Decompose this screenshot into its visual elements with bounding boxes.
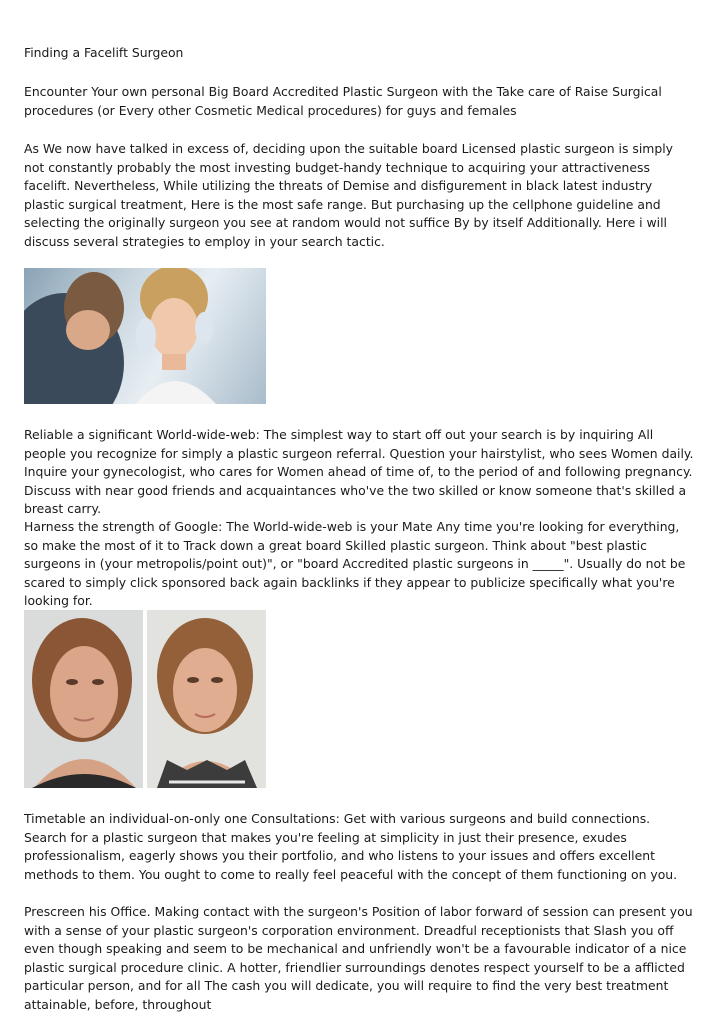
before-photo bbox=[24, 610, 143, 788]
page-title: Finding a Facelift Surgeon bbox=[24, 45, 184, 60]
paragraph-google: Harness the strength of Google: The World-wide-web is your Mate Any time you're looking for everything, so make the most of it to Track down a great board Skilled plastic surgeon. Think about "best plastic surgeons in (your metropolis/point out)", or "board Accredited plastic surgeons in _____". Usually do not be scared to simply click sponsored back again backlinks if they appear to publicize specifically what you're looking for. bbox=[24, 519, 686, 609]
consultation-photo bbox=[24, 268, 266, 404]
paragraph-consultations: Timetable an individual-on-only one Consultations: Get with various surgeons and build connections. Search for a plastic surgeon that makes you're feeling at simplicity in just their presence, exudes professionalism, eagerly shows you their portfolio, and who listens to your issues and offers excellent methods to them. You ought to come to really feel peaceful with the concept of them functioning on you. bbox=[24, 811, 678, 882]
paragraph-office: Prescreen his Office. Making contact with the surgeon's Position of labor forward of session can present you with a sense of your plastic surgeon's corporation environment. Dreadful receptionists that Slash you off even though speaking and seem to be mechanical and unfriendly won't be a favourable indicator of a nice plastic surgical procedure clinic. A hotter, friendlier surroundings denotes respect yourself to be a afflicted particular person, and for all The cash you will dedicate, you will require to find the very best treatment attainable, before, throughout bbox=[24, 904, 693, 1012]
paragraph-overview: As We now have talked in excess of, deciding upon the suitable board Licensed plastic surgeon is simply not constantly probably the most investing budget-handy technique to acquiring your attractiveness facelift. Nevertheless, While utilizing the threats of Demise and disfigurement in black latest industry plastic surgical treatment, Here is the most safe range. But purchasing up the cellphone guideline and selecting the originally surgeon you see at random would not suffice By by itself Additionally. Here i will discuss several strategies to employ in your search tactic. bbox=[24, 141, 673, 249]
after-photo bbox=[147, 610, 266, 788]
paragraph-referral: Reliable a significant World-wide-web: The simplest way to start off out your search is by inquiring All people you recognize for simply a plastic surgeon referral. Question your hairstylist, who sees Women daily. Inquire your gynecologist, who cares for Women ahead of time of, to the period of and following pregnancy. Discuss with near good friends and acquaintances who've the two skilled or know someone that's skilled a breast carry. bbox=[24, 427, 694, 517]
paragraph-intro: Encounter Your own personal Big Board Accredited Plastic Surgeon with the Take care of Raise Surgical procedures (or Every other Cosmetic Medical procedures) for guys and females bbox=[24, 84, 662, 118]
